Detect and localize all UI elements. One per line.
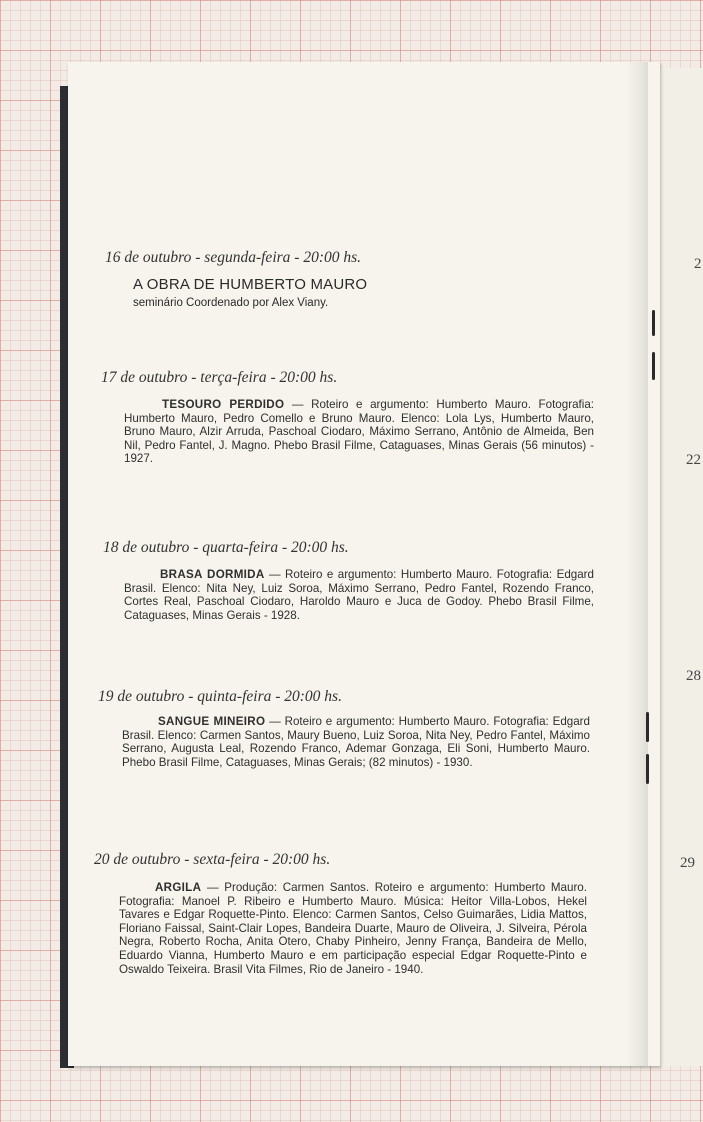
film-title: TESOURO PERDIDO [162,398,285,411]
staple-mark [652,310,655,336]
film-title: BRASA DORMIDA [160,568,265,581]
film-entry [119,881,587,976]
page-fold-shadow [626,62,648,1066]
right-page-number: 22 [686,452,701,468]
film-title: SANGUE MINEIRO [158,715,266,728]
film-details: — Roteiro e argumento: Humberto Mauro. Fotografia: Edgard Brasil. Elenco: Carmen Santos, Maury Bueno, Luiz Soroa, Nita Ney, Pedro Fantel, Máximo Serrano, Augusta Leal, Rozendo Franco, Ademar Gonzaga, Eli Soni, Humberto Mauro. Phebo Brasil Filme, Cataguases, Minas Gerais; (82 minutos) - 1930. [122,715,590,769]
right-page-number: 28 [686,668,701,684]
film-details: — Produção: Carmen Santos. Roteiro e argumento: Humberto Mauro. Fotografia: Manoel P. Ribeiro e Humberto Mauro. Música: Heitor Villa-Lobos, Hekel Tavares e Edgar Roquette-Pinto. Elenco: Carmen Santos, Celso Guimarães, Lidia Mattos, Floriano Faissal, Saint-Clair Lopes, Bandeira Duarte, Mauro de Oliveira, J. Silveira, Pérola Negra, Roberto Rocha, Anita Otero, Chaby Pinheiro, Jenny França, Bandeira de Mello, Eduardo Vianna, Humberto Mauro e em participação especial Edgar Roquette-Pinto e Oswaldo Teixeira. Brasil Vita Filmes, Rio de Janeiro - 1940. [119,881,587,976]
event-date: 17 de outubro - terça-feira - 20:00 hs. [101,369,338,386]
event-date: 20 de outubro - sexta-feira - 20:00 hs. [94,851,331,868]
event-subtitle: seminário Coordenado por Alex Viany. [133,297,329,309]
film-entry [124,398,594,466]
film-entry [122,715,590,769]
staple-mark [646,712,649,742]
event-date: 19 de outubro - quinta-feira - 20:00 hs. [98,688,342,705]
event-title: A OBRA DE HUMBERTO MAURO [133,276,368,293]
event-date: 18 de outubro - quarta-feira - 20:00 hs. [103,539,349,556]
film-details: — Roteiro e argumento: Humberto Mauro. Fotografia: Humberto Mauro, Pedro Comello e Bruno Mauro. Elenco: Lola Lys, Humberto Mauro, Bruno Mauro, Alzir Arruda, Paschoal Ciodaro, Máximo Serrano, Antônio de Almeida, Ben Nil, Pedro Fantel, J. Magno. Phebo Brasil Filme, Cataguases, Minas Gerais (56 minutos) - 1927. [124,398,594,466]
right-page-number: 29 [680,855,695,871]
right-page-number: 2 [694,256,702,272]
film-title: ARGILA [155,881,202,894]
film-entry [124,568,594,622]
staple-mark [646,754,649,784]
film-details: — Roteiro e argumento: Humberto Mauro. Fotografia: Edgard Brasil. Elenco: Nita Ney, Luiz Soroa, Máximo Serrano, Pedro Fantel, Rozendo Franco, Cortes Real, Paschoal Ciodaro, Haroldo Mauro e Juca de Godoy. Phebo Brasil Filme, Cataguases, Minas Gerais - 1928. [124,568,594,622]
event-date: 16 de outubro - segunda-feira - 20:00 hs. [105,249,362,266]
staple-mark [652,352,655,380]
